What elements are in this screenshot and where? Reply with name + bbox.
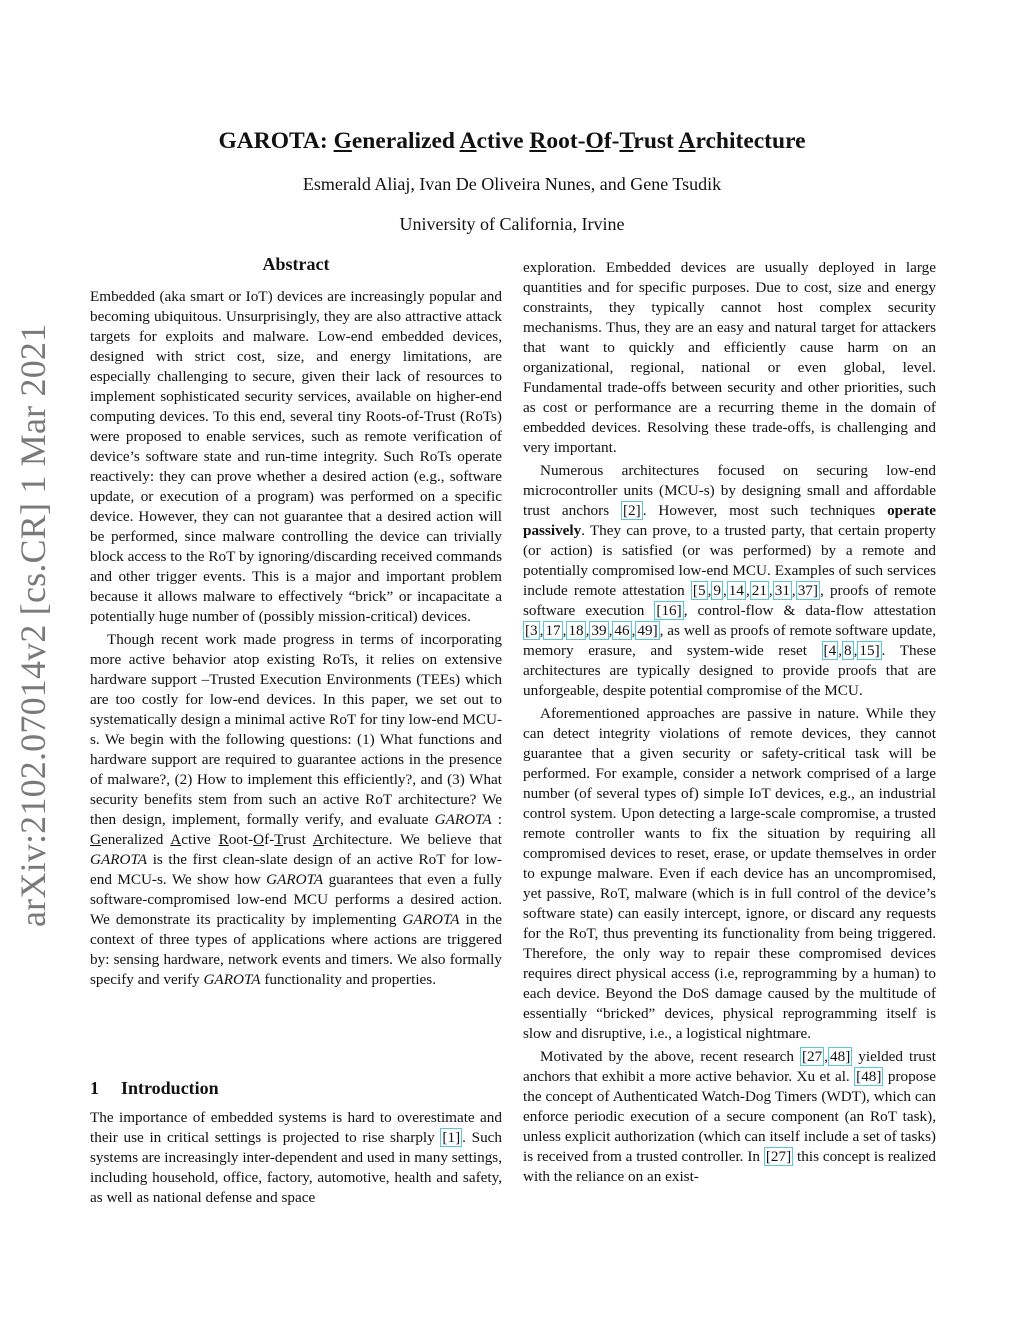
title-part: GAROTA:: [218, 128, 334, 154]
title-part: rust: [633, 128, 679, 154]
title-part: T: [619, 128, 634, 154]
title-part: G: [333, 128, 352, 154]
citation-link[interactable]: 17: [545, 622, 561, 639]
citation-link[interactable]: [2]: [623, 502, 641, 519]
citation-link[interactable]: 9: [713, 582, 721, 599]
citation-link[interactable]: [48]: [856, 1068, 882, 1085]
citation-link[interactable]: [16]: [656, 602, 682, 619]
section-number: 1: [90, 1078, 99, 1098]
citation-link[interactable]: [4: [823, 642, 837, 659]
citation-link[interactable]: 8: [843, 642, 852, 659]
paper-title: [0, 128, 1024, 155]
citation-link[interactable]: [3: [525, 622, 538, 639]
section-heading-introduction: [90, 1078, 219, 1099]
citation-link[interactable]: 15]: [859, 642, 880, 659]
right-column-body: [523, 258, 936, 1187]
citation-link[interactable]: 49]: [637, 622, 658, 639]
abstract-paragraph: Though recent work made progress in terms of incorporating more active behavior atop existing RoTs, it relies on extensive hardware support –Trusted Execution Environments (TEEs) which are too costly for low-end devices. In this paper, we set out to systematically design a minimal active RoT for tiny low-end MCU-s. We begin with the following questions: (1) What functions and hardware support are required to guarantee actions in the presence of malware?, (2) How to implement this efficiently?, and (3) What security benefits stem from such an active RoT architecture? We then design, implement, formally verify, and evaluate GAROTA : Generalized Active Root-Of-Trust Architecture. We believe that GAROTA is the first clean-slate design of an active RoT for low-end MCU-s. We show how GAROTA guarantees that even a fully software-compromised low-end MCU performs a desired action. We demonstrate its practicality by implementing GAROTA in the context of three types of applications where actions are triggered by: sensing hardware, network events and timers. We also formally specify and verify GAROTA functionality and properties.: [90, 631, 502, 988]
introduction-body: [90, 1108, 502, 1208]
title-part: ctive: [476, 128, 530, 154]
citation-link[interactable]: [5: [692, 582, 706, 599]
citation-link[interactable]: [1]: [442, 1129, 461, 1146]
title-part: O: [585, 128, 604, 154]
citation-link[interactable]: 14: [728, 582, 744, 599]
abstract-paragraph: Embedded (aka smart or IoT) devices are increasingly popular and becoming ubiquitous. Unsurprisingly, they are also attractive attack targets for exploits and malware. Low-end embedded devices, designed with strict cost, size, and energy limitations, are especially challenging to secure, given their lack of resources to implement sophisticated security services, available on higher-end computing devices. To this end, several tiny Roots-of-Trust (RoTs) were proposed to enable services, such as remote verification of device’s software state and run-time integrity. Such RoTs operate reactively: they can prove whether a desired action (e.g., software update, or execution of a program) was performed on a specific device. However, they can not guarantee that a desired action will be performed, since malware controlling the device can trivially block access to the RoT by ignoring/discarding received commands and other trigger events. This is a major and important problem because it allows malware to effectively “brick” or incapacitate a potentially huge number of (possibly mission-critical) devices.: [90, 288, 502, 625]
citation-link[interactable]: 31: [774, 582, 790, 599]
body-paragraph: Numerous architectures focused on securing low-end microcontroller units (MCU-s) by designing small and affordable trust anchors [2] . However, most such techniques operate passively. They can prove, to a trusted party, that certain property (or action) is satisfied (or was performed) by a remote and potentially compromised low-end MCU. Examples of such services include remote attestation [5 , 9 , 14 , 21 , 31 , 37] , proofs of remote software execution [16] , control-flow & data-flow attestation [3 , 17 , 18 , 39 , 46 , 49] , as well as proofs of remote software update, memory erasure, and system-wide reset [4 , 8 , 15] . These architectures are typically designed to provide proofs that are unforgeable, despite potential compromise of the MCU.: [523, 462, 937, 699]
citation-link[interactable]: [27: [801, 1048, 823, 1065]
author-list: Esmerald Aliaj, Ivan De Oliveira Nunes, and Gene Tsudik: [302, 174, 722, 194]
section-title: Introduction: [121, 1078, 219, 1098]
intro-paragraph: The importance of embedded systems is hard to overestimate and their use in critical settings is projected to rise sharply [1] . Such systems are increasingly inter-dependent and used in many settings, including household, office, factory, automotive, health and safety, as well as national defense and space: [90, 1109, 502, 1206]
title-part: rchitecture: [695, 128, 806, 154]
abstract-heading: Abstract: [262, 254, 330, 274]
body-paragraph: Motivated by the above, recent research [27 , 48] yielded trust anchors that exhibit a more active behavior. Xu et al. [48] propose the concept of Authenticated Watch-Dog Timers (WDT), which can enforce periodic execution of a secure component (an RoT task), unless explicit authorization (which can itself include a set of tasks) is received from a trusted controller. In [27] this concept is realized with the reliance on an exist-: [523, 1048, 937, 1185]
citation-link[interactable]: 39: [591, 622, 607, 639]
body-paragraph: Aforementioned approaches are passive in nature. While they can detect integrity violations of remote devices, they cannot guarantee that a given security or safety-critical task will be performed. For example, consider a network comprised of a large number (of several types of) simple IoT devices, e.g., an industrial control system. Upon detecting a large-scale compromise, a trusted remote controller wants to fix the situation by requiring all compromised devices to reset, erase, or update themselves in order to expunge malware. Even if each device has an uncompromised, yet passive, RoT, malware (which is in full control of the device’s software state) can easily intercept, ignore, or discard any requests for the RoT, thus preventing its functionality from being triggered. Therefore, the only way to repair these compromised devices requires direct physical access (i.e, reprogramming by a human) to each device. Beyond the DoS damage caused by the multitude of essentially “bricked” devices, physical reprogramming itself is slow and disruptive, i.e., a logistical nightmare.: [523, 705, 936, 1042]
title-part: R: [529, 128, 547, 154]
body-paragraph: exploration. Embedded devices are usually deployed in large quantities and for specific purposes. Due to cost, size and energy constraints, they typically cannot host complex security mechanisms. Thus, they are an easy and natural target for attackers that want to quickly and efficiently cause harm on an organizational, regional, national or even global, level. Fundamental trade-offs between security and other priorities, such as cost or performance are a recurring theme in the domain of embedded devices. Resolving these trade-offs, is challenging and very important.: [523, 259, 936, 456]
title-part: A: [459, 128, 477, 154]
citation-link[interactable]: 37]: [797, 582, 818, 599]
title-part: A: [678, 128, 696, 154]
citation-link[interactable]: 48]: [830, 1048, 851, 1065]
title-part: f-: [603, 128, 620, 154]
citation-link[interactable]: 21: [751, 582, 767, 599]
affiliation: University of California, Irvine: [399, 214, 625, 234]
title-part: oot-: [546, 128, 586, 154]
citation-link[interactable]: [27]: [765, 1148, 792, 1165]
arxiv-identifier-stamp: arXiv:2102.07014v2 [cs.CR] 1 Mar 2021: [13, 323, 53, 927]
citation-link[interactable]: 46: [614, 622, 630, 639]
title-part: eneralized: [351, 128, 460, 154]
abstract-body: [90, 287, 502, 990]
citation-link[interactable]: 18: [568, 622, 584, 639]
